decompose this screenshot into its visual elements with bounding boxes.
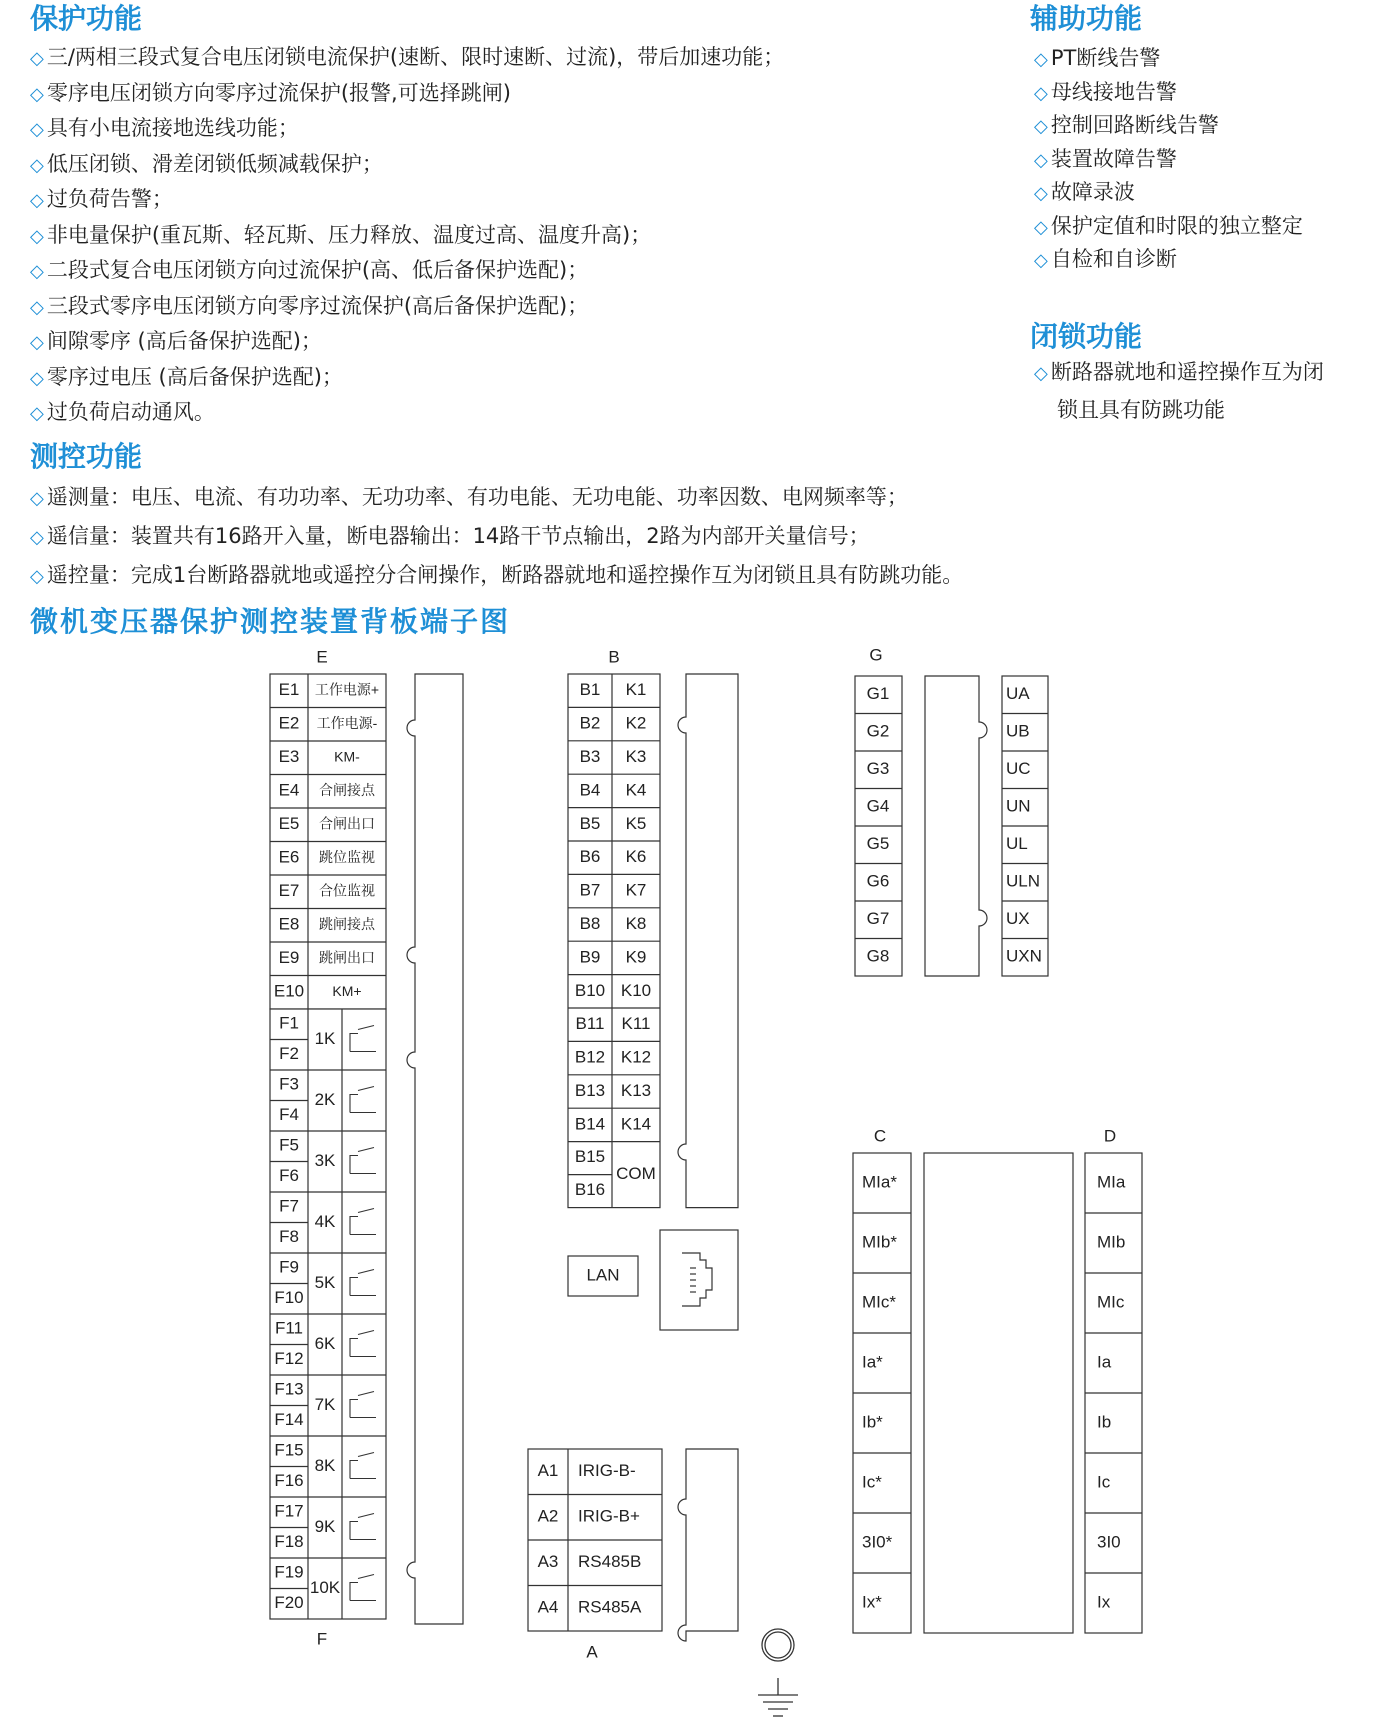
relay-label: 2K — [314, 1089, 336, 1109]
relay-label: 4K — [314, 1211, 336, 1231]
b-terminal-function: K4 — [625, 780, 647, 800]
diamond-bullet-icon: ◇ — [30, 225, 44, 247]
protection-item — [30, 395, 784, 431]
block-label-e: E — [316, 647, 328, 667]
voltage-terminal-label: UB — [1006, 721, 1030, 741]
f-terminal-id: F4 — [279, 1105, 299, 1125]
e-terminal-function: KM- — [334, 748, 360, 765]
f-terminal-id: F7 — [279, 1196, 299, 1216]
protection-item — [30, 182, 784, 218]
current-terminal-label: MIa — [1097, 1172, 1126, 1192]
a-terminal-id: A3 — [537, 1552, 559, 1572]
f-terminal-id: F13 — [274, 1379, 304, 1399]
interlock-text — [1034, 354, 1324, 429]
diamond-bullet-icon: ◇ — [30, 48, 44, 69]
protection-list — [30, 40, 784, 431]
auxiliary-item-text: 母线接地告警 — [1050, 79, 1177, 104]
protection-item-text: 过负荷告警； — [46, 187, 173, 211]
interlock-line2: 锁且具有防跳功能 — [1057, 398, 1225, 422]
lan-label: LAN — [586, 1265, 620, 1285]
f-terminal-id: F15 — [274, 1440, 304, 1460]
b-terminal-function: K3 — [625, 746, 647, 766]
protection-item-text: 三/两相三段式复合电压闭锁电流保护(速断、限时速断、过流)，带后加速功能； — [46, 45, 785, 69]
current-terminal-label: MIc* — [862, 1292, 896, 1312]
diamond-bullet-icon: ◇ — [30, 527, 44, 548]
b-terminal-id: B3 — [579, 746, 601, 766]
b-terminal-id: B10 — [574, 980, 606, 1000]
diamond-bullet-icon: ◇ — [30, 488, 44, 509]
diagram-title: 微机变压器保护测控装置背板端子图 — [30, 605, 511, 638]
auxiliary-item — [1034, 210, 1303, 244]
b-terminal-function: K12 — [620, 1047, 652, 1067]
protection-item-text: 零序电压闭锁方向零序过流保护(报警,可选择跳闸) — [46, 80, 511, 105]
protection-item-text: 具有小电流接地选线功能； — [46, 116, 299, 140]
block-label-g: G — [869, 645, 883, 665]
e-terminal-id: E8 — [278, 914, 300, 934]
diamond-bullet-icon: ◇ — [1034, 49, 1048, 70]
current-terminal-label: MIc — [1097, 1292, 1125, 1312]
g-terminal-id: G7 — [866, 909, 890, 929]
protection-title: 保护功能 — [30, 2, 143, 35]
current-terminal-label: 3I0* — [862, 1532, 893, 1552]
measure-item — [30, 517, 963, 556]
voltage-terminal-label: UC — [1006, 759, 1031, 779]
f-terminal-id: F5 — [279, 1135, 299, 1155]
f-terminal-id: F2 — [279, 1044, 299, 1064]
e-terminal-function: 工作电源- — [316, 714, 378, 731]
diamond-bullet-icon: ◇ — [30, 332, 44, 353]
auxiliary-item-text: PT断线告警 — [1050, 46, 1161, 70]
a-terminal-id: A4 — [537, 1597, 559, 1617]
protection-item-text: 二段式复合电压闭锁方向过流保护(高、低后备保护选配)； — [46, 258, 589, 282]
relay-label: 3K — [314, 1150, 336, 1170]
g-terminal-id: G3 — [866, 759, 890, 779]
relay-label: 6K — [314, 1333, 336, 1353]
f-terminal-id: F9 — [279, 1257, 299, 1277]
protection-item-text: 非电量保护(重瓦斯、轻瓦斯、压力释放、温度过高、温度升高)； — [46, 222, 652, 247]
relay-label: 7K — [314, 1394, 336, 1414]
auxiliary-item — [1034, 143, 1303, 177]
a-terminal-function: IRIG-B+ — [578, 1506, 640, 1526]
current-terminal-label: Ib — [1097, 1412, 1112, 1432]
auxiliary-item — [1034, 176, 1303, 210]
b-terminal-id: B5 — [579, 813, 601, 833]
relay-label: 1K — [314, 1028, 336, 1048]
voltage-terminal-label: UN — [1006, 796, 1031, 816]
current-terminal-label: MIb — [1097, 1232, 1126, 1252]
f-terminal-id: F16 — [274, 1471, 304, 1491]
b-terminal-id: B7 — [579, 880, 601, 900]
protection-item-text: 零序过电压 (高后备保护选配)； — [46, 364, 343, 389]
b-terminal-id: B14 — [574, 1114, 606, 1134]
current-terminal-label: Ic — [1097, 1472, 1111, 1492]
f-terminal-id: F14 — [274, 1410, 304, 1430]
g-terminal-id: G6 — [866, 871, 890, 891]
diamond-bullet-icon: ◇ — [1034, 116, 1048, 137]
voltage-terminal-label: UA — [1006, 684, 1030, 704]
f-terminal-id: F17 — [274, 1501, 304, 1521]
block-label-b: B — [608, 647, 620, 667]
auxiliary-item-text: 装置故障告警 — [1050, 146, 1177, 171]
e-terminal-id: E3 — [278, 747, 300, 767]
e-terminal-id: E5 — [278, 814, 300, 834]
auxiliary-item — [1034, 76, 1303, 110]
diamond-bullet-icon: ◇ — [1034, 363, 1048, 384]
e-terminal-function: 合位监视 — [319, 882, 375, 899]
diamond-bullet-icon: ◇ — [30, 367, 44, 389]
e-terminal-id: E6 — [278, 847, 300, 867]
e-terminal-function: KM+ — [332, 982, 362, 999]
current-terminal-label: Ia — [1097, 1352, 1112, 1372]
measure-item-text: 遥控量：完成1台断路器就地或遥控分合闸操作，断路器就地和遥控操作互为闭锁且具有防跳功能。 — [46, 563, 964, 587]
current-terminal-label: 3I0 — [1097, 1532, 1121, 1552]
b-terminal-id: B13 — [574, 1080, 606, 1100]
measure-item-text: 遥测量：电压、电流、有功功率、无功功率、有功电能、无功电能、功率因数、电网频率等； — [46, 485, 908, 509]
protection-item — [30, 111, 784, 147]
g-terminal-id: G2 — [866, 721, 890, 741]
b-terminal-function: K8 — [625, 913, 647, 933]
diamond-bullet-icon: ◇ — [30, 261, 44, 282]
f-terminal-id: F20 — [274, 1593, 304, 1613]
auxiliary-item-text: 保护定值和时限的独立整定 — [1050, 213, 1303, 238]
diamond-bullet-icon: ◇ — [30, 566, 44, 587]
measure-item-text: 遥信量：装置共有16路开入量，断电器输出：14路干节点输出，2路为内部开关量信号； — [46, 524, 870, 548]
g-terminal-id: G5 — [866, 834, 890, 854]
e-terminal-id: E10 — [273, 981, 305, 1001]
terminal-diagram — [0, 640, 1400, 1730]
f-terminal-id: F6 — [279, 1166, 299, 1186]
current-terminal-label: MIa* — [862, 1172, 897, 1192]
block-label-d: D — [1103, 1126, 1117, 1146]
b-terminal-id: B8 — [579, 913, 601, 933]
relay-label: 10K — [309, 1577, 341, 1597]
protection-item — [30, 76, 784, 112]
b-terminal-id: B11 — [575, 1014, 605, 1034]
protection-item-text: 过负荷启动通风。 — [46, 400, 215, 424]
block-label-c: C — [873, 1126, 887, 1146]
b-terminal-function: K13 — [620, 1080, 652, 1100]
protection-item — [30, 218, 784, 254]
b-terminal-id: B12 — [574, 1047, 606, 1067]
b-connector — [678, 674, 738, 1208]
interlock-line1: 断路器就地和遥控操作互为闭 — [1050, 360, 1324, 384]
lan-port-box — [660, 1230, 738, 1330]
b-terminal-function: K7 — [625, 880, 647, 900]
diamond-bullet-icon: ◇ — [30, 190, 44, 211]
terminal-diagram-svg — [0, 640, 1400, 1730]
b-terminal-function: K5 — [625, 813, 647, 833]
relay-label: 5K — [314, 1272, 336, 1292]
g-terminal-id: G4 — [866, 796, 890, 816]
f-terminal-id: F12 — [274, 1349, 304, 1369]
b-terminal-id: B1 — [579, 680, 601, 700]
a-connector — [678, 1449, 738, 1641]
voltage-terminal-label: ULN — [1006, 871, 1041, 891]
auxiliary-title: 辅助功能 — [1030, 2, 1143, 35]
voltage-terminal-label: UX — [1006, 909, 1030, 929]
current-terminal-label: MIb* — [862, 1232, 897, 1252]
auxiliary-item-text: 故障录波 — [1050, 180, 1135, 204]
g-connector — [925, 676, 987, 976]
protection-item-text: 低压闭锁、滑差闭锁低频减载保护； — [46, 151, 383, 176]
relay-label: 9K — [314, 1516, 336, 1536]
diamond-bullet-icon: ◇ — [30, 296, 44, 318]
diamond-bullet-icon: ◇ — [1034, 216, 1048, 238]
a-terminal-function: IRIG-B- — [578, 1461, 636, 1481]
f-terminal-id: F11 — [274, 1318, 304, 1338]
current-terminal-label: Ib* — [862, 1412, 883, 1432]
g-terminal-id: G8 — [866, 946, 890, 966]
e-terminal-function: 工作电源+ — [314, 681, 380, 698]
relay-label: 8K — [314, 1455, 336, 1475]
b-terminal-id: B15 — [574, 1147, 606, 1167]
protection-item — [30, 40, 784, 76]
a-terminal-id: A2 — [537, 1506, 559, 1526]
protection-item — [30, 289, 784, 325]
e-terminal-id: E9 — [278, 948, 300, 968]
b-terminal-id: B9 — [579, 947, 601, 967]
auxiliary-item — [1034, 243, 1303, 277]
current-terminal-label: Ix — [1097, 1592, 1111, 1612]
e-terminal-function: 跳闸出口 — [319, 949, 375, 966]
b-terminal-function: K1 — [625, 680, 647, 700]
interlock-title: 闭锁功能 — [1030, 320, 1143, 353]
ef-connector — [407, 674, 463, 1624]
voltage-terminal-label: UXN — [1006, 946, 1042, 966]
b-terminal-function: K11 — [621, 1014, 651, 1034]
e-terminal-id: E1 — [278, 680, 300, 700]
b-terminal-function: K14 — [620, 1114, 652, 1134]
auxiliary-item — [1034, 109, 1303, 143]
auxiliary-item-text: 自检和自诊断 — [1050, 247, 1177, 271]
protection-item — [30, 147, 784, 183]
g-terminal-id: G1 — [866, 684, 890, 704]
b-terminal-id: B2 — [579, 713, 601, 733]
e-terminal-function: 合闸接点 — [319, 781, 375, 798]
auxiliary-list — [1034, 42, 1303, 277]
b-terminal-function: K9 — [625, 947, 647, 967]
e-terminal-id: E2 — [278, 713, 300, 733]
measure-item — [30, 478, 963, 517]
protection-item-text: 间隙零序 (高后备保护选配)； — [46, 329, 322, 353]
b-terminal-id: B4 — [579, 780, 601, 800]
current-transformer-block — [924, 1153, 1073, 1633]
f-terminal-id: F1 — [279, 1013, 299, 1033]
b-terminal-function: K2 — [625, 713, 647, 733]
b-terminal-function: K10 — [620, 980, 652, 1000]
measure-title: 测控功能 — [30, 440, 143, 473]
diamond-bullet-icon: ◇ — [30, 154, 44, 176]
current-terminal-label: Ix* — [862, 1592, 882, 1612]
b-terminal-id: B16 — [574, 1180, 606, 1200]
e-terminal-id: E4 — [278, 780, 300, 800]
auxiliary-item — [1034, 42, 1303, 76]
f-terminal-id: F3 — [279, 1074, 299, 1094]
f-terminal-id: F8 — [279, 1227, 299, 1247]
f-terminal-id: F19 — [274, 1562, 304, 1582]
ground-icon — [758, 1629, 798, 1716]
a-terminal-function: RS485A — [578, 1597, 642, 1617]
a-terminal-id: A1 — [537, 1461, 559, 1481]
diamond-bullet-icon: ◇ — [1034, 250, 1048, 271]
protection-item — [30, 360, 784, 396]
protection-item — [30, 324, 784, 360]
f-terminal-id: F10 — [274, 1288, 304, 1308]
block-label-a: A — [586, 1642, 598, 1662]
e-terminal-function: 跳闸接点 — [319, 915, 375, 932]
diamond-bullet-icon: ◇ — [1034, 149, 1048, 171]
diamond-bullet-icon: ◇ — [1034, 183, 1048, 204]
b-terminal-function: K6 — [625, 847, 647, 867]
e-terminal-function: 跳位监视 — [319, 848, 375, 865]
block-label-f: F — [316, 1629, 328, 1649]
e-terminal-function: 合闸出口 — [319, 815, 375, 832]
a-terminal-function: RS485B — [578, 1552, 642, 1572]
com-label: COM — [616, 1164, 656, 1184]
diamond-bullet-icon: ◇ — [30, 119, 44, 140]
b-terminal-id: B6 — [579, 847, 601, 867]
diamond-bullet-icon: ◇ — [30, 403, 44, 424]
current-terminal-label: Ic* — [862, 1472, 882, 1492]
auxiliary-item-text: 控制回路断线告警 — [1050, 113, 1219, 137]
protection-item-text: 三段式零序电压闭锁方向零序过流保护(高后备保护选配)； — [46, 293, 589, 318]
protection-item — [30, 253, 784, 289]
measure-item — [30, 556, 963, 595]
current-terminal-label: Ia* — [862, 1352, 883, 1372]
diamond-bullet-icon: ◇ — [30, 83, 44, 105]
e-terminal-id: E7 — [278, 881, 300, 901]
voltage-terminal-label: UL — [1006, 834, 1028, 854]
diamond-bullet-icon: ◇ — [1034, 82, 1048, 104]
f-terminal-id: F18 — [274, 1532, 304, 1552]
measure-list — [30, 478, 963, 595]
